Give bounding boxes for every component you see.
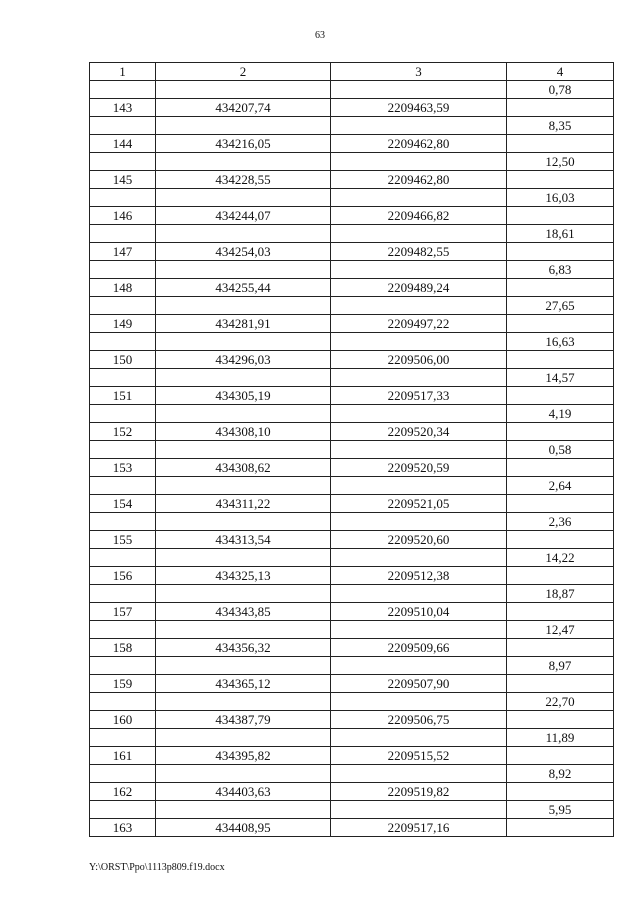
table-row-point xyxy=(90,459,614,477)
x-coordinate-cell: 434356,32 xyxy=(156,639,331,657)
table-row-point xyxy=(90,243,614,261)
y-coordinate-cell: 2209506,00 xyxy=(331,351,507,369)
point-number-cell xyxy=(90,441,156,459)
distance-cell: 14,22 xyxy=(507,549,614,567)
point-number-cell: 158 xyxy=(90,639,156,657)
y-coordinate-cell xyxy=(331,621,507,639)
distance-cell: 2,36 xyxy=(507,513,614,531)
x-coordinate-cell xyxy=(156,729,331,747)
point-number-cell: 144 xyxy=(90,135,156,153)
distance-cell xyxy=(507,315,614,333)
y-coordinate-cell: 2209520,34 xyxy=(331,423,507,441)
x-coordinate-cell: 434395,82 xyxy=(156,747,331,765)
distance-cell xyxy=(507,495,614,513)
y-coordinate-cell xyxy=(331,657,507,675)
y-coordinate-cell xyxy=(331,81,507,99)
point-number-cell: 155 xyxy=(90,531,156,549)
distance-cell: 16,03 xyxy=(507,189,614,207)
table-row-point xyxy=(90,675,614,693)
x-coordinate-cell xyxy=(156,225,331,243)
distance-cell xyxy=(507,99,614,117)
distance-cell: 18,87 xyxy=(507,585,614,603)
table-row-point xyxy=(90,819,614,837)
table-row-point xyxy=(90,711,614,729)
distance-cell xyxy=(507,819,614,837)
table-header-row xyxy=(90,63,614,81)
x-coordinate-cell xyxy=(156,297,331,315)
point-number-cell xyxy=(90,153,156,171)
x-coordinate-cell xyxy=(156,513,331,531)
y-coordinate-cell xyxy=(331,333,507,351)
point-number-cell: 143 xyxy=(90,99,156,117)
distance-cell xyxy=(507,531,614,549)
table-row-distance xyxy=(90,225,614,243)
x-coordinate-cell: 434308,62 xyxy=(156,459,331,477)
table-row-distance xyxy=(90,261,614,279)
table-body xyxy=(90,81,614,837)
x-coordinate-cell: 434228,55 xyxy=(156,171,331,189)
y-coordinate-cell: 2209510,04 xyxy=(331,603,507,621)
distance-cell: 22,70 xyxy=(507,693,614,711)
distance-cell: 8,92 xyxy=(507,765,614,783)
distance-cell: 2,64 xyxy=(507,477,614,495)
y-coordinate-cell: 2209462,80 xyxy=(331,135,507,153)
y-coordinate-cell xyxy=(331,261,507,279)
table-row-distance xyxy=(90,513,614,531)
point-number-cell: 162 xyxy=(90,783,156,801)
y-coordinate-cell: 2209507,90 xyxy=(331,675,507,693)
x-coordinate-cell xyxy=(156,153,331,171)
table-row-distance xyxy=(90,297,614,315)
table-row-point xyxy=(90,603,614,621)
point-number-cell xyxy=(90,405,156,423)
y-coordinate-cell: 2209466,82 xyxy=(331,207,507,225)
distance-cell xyxy=(507,567,614,585)
point-number-cell xyxy=(90,621,156,639)
table-row-distance xyxy=(90,477,614,495)
y-coordinate-cell xyxy=(331,585,507,603)
y-coordinate-cell xyxy=(331,513,507,531)
point-number-cell xyxy=(90,585,156,603)
point-number-cell: 145 xyxy=(90,171,156,189)
x-coordinate-cell: 434255,44 xyxy=(156,279,331,297)
y-coordinate-cell xyxy=(331,549,507,567)
table-row-point xyxy=(90,531,614,549)
x-coordinate-cell: 434387,79 xyxy=(156,711,331,729)
x-coordinate-cell: 434296,03 xyxy=(156,351,331,369)
point-number-cell xyxy=(90,477,156,495)
x-coordinate-cell xyxy=(156,621,331,639)
distance-cell xyxy=(507,459,614,477)
distance-cell: 18,61 xyxy=(507,225,614,243)
distance-cell: 27,65 xyxy=(507,297,614,315)
x-coordinate-cell xyxy=(156,765,331,783)
x-coordinate-cell: 434216,05 xyxy=(156,135,331,153)
y-coordinate-cell xyxy=(331,297,507,315)
distance-cell xyxy=(507,135,614,153)
y-coordinate-cell: 2209519,82 xyxy=(331,783,507,801)
x-coordinate-cell: 434313,54 xyxy=(156,531,331,549)
y-coordinate-cell: 2209512,38 xyxy=(331,567,507,585)
table-row-point xyxy=(90,351,614,369)
x-coordinate-cell xyxy=(156,333,331,351)
table-row-distance xyxy=(90,549,614,567)
x-coordinate-cell xyxy=(156,549,331,567)
x-coordinate-cell xyxy=(156,657,331,675)
y-coordinate-cell xyxy=(331,117,507,135)
distance-cell xyxy=(507,243,614,261)
point-number-cell: 152 xyxy=(90,423,156,441)
y-coordinate-cell xyxy=(331,441,507,459)
x-coordinate-cell xyxy=(156,801,331,819)
distance-cell: 5,95 xyxy=(507,801,614,819)
x-coordinate-cell xyxy=(156,369,331,387)
x-coordinate-cell: 434311,22 xyxy=(156,495,331,513)
point-number-cell: 146 xyxy=(90,207,156,225)
point-number-cell xyxy=(90,765,156,783)
table-row-point xyxy=(90,135,614,153)
x-coordinate-cell xyxy=(156,477,331,495)
table-row-point xyxy=(90,423,614,441)
y-coordinate-cell xyxy=(331,369,507,387)
x-coordinate-cell: 434365,12 xyxy=(156,675,331,693)
point-number-cell: 153 xyxy=(90,459,156,477)
point-number-cell: 163 xyxy=(90,819,156,837)
distance-cell: 16,63 xyxy=(507,333,614,351)
table-row-distance xyxy=(90,765,614,783)
x-coordinate-cell xyxy=(156,585,331,603)
table-row-distance xyxy=(90,369,614,387)
point-number-cell xyxy=(90,549,156,567)
y-coordinate-cell xyxy=(331,225,507,243)
x-coordinate-cell xyxy=(156,189,331,207)
point-number-cell: 151 xyxy=(90,387,156,405)
distance-cell xyxy=(507,747,614,765)
point-number-cell xyxy=(90,657,156,675)
y-coordinate-cell: 2209515,52 xyxy=(331,747,507,765)
y-coordinate-cell xyxy=(331,765,507,783)
table-row-distance xyxy=(90,693,614,711)
table-row-distance xyxy=(90,621,614,639)
y-coordinate-cell: 2209506,75 xyxy=(331,711,507,729)
point-number-cell: 157 xyxy=(90,603,156,621)
footer-file-path: Y:\ORST\Ppo\1113p809.f19.docx xyxy=(89,862,225,873)
y-coordinate-cell xyxy=(331,153,507,171)
distance-cell: 14,57 xyxy=(507,369,614,387)
table-row-distance xyxy=(90,333,614,351)
y-coordinate-cell xyxy=(331,405,507,423)
distance-cell: 8,97 xyxy=(507,657,614,675)
point-number-cell: 154 xyxy=(90,495,156,513)
x-coordinate-cell: 434308,10 xyxy=(156,423,331,441)
distance-cell xyxy=(507,351,614,369)
y-coordinate-cell: 2209520,60 xyxy=(331,531,507,549)
point-number-cell xyxy=(90,801,156,819)
table-row-distance xyxy=(90,117,614,135)
distance-cell xyxy=(507,675,614,693)
distance-cell: 12,47 xyxy=(507,621,614,639)
y-coordinate-cell: 2209520,59 xyxy=(331,459,507,477)
distance-cell: 0,78 xyxy=(507,81,614,99)
point-number-cell xyxy=(90,261,156,279)
column-header-2: 2 xyxy=(156,63,331,81)
table-row-point xyxy=(90,747,614,765)
y-coordinate-cell xyxy=(331,189,507,207)
x-coordinate-cell xyxy=(156,81,331,99)
y-coordinate-cell: 2209517,16 xyxy=(331,819,507,837)
y-coordinate-cell: 2209463,59 xyxy=(331,99,507,117)
x-coordinate-cell: 434281,91 xyxy=(156,315,331,333)
y-coordinate-cell: 2209482,55 xyxy=(331,243,507,261)
point-number-cell: 161 xyxy=(90,747,156,765)
point-number-cell xyxy=(90,333,156,351)
x-coordinate-cell: 434343,85 xyxy=(156,603,331,621)
point-number-cell xyxy=(90,117,156,135)
y-coordinate-cell xyxy=(331,729,507,747)
point-number-cell: 150 xyxy=(90,351,156,369)
x-coordinate-cell xyxy=(156,117,331,135)
x-coordinate-cell xyxy=(156,261,331,279)
column-header-1: 1 xyxy=(90,63,156,81)
distance-cell: 12,50 xyxy=(507,153,614,171)
table-row-point xyxy=(90,783,614,801)
table-row-point xyxy=(90,279,614,297)
x-coordinate-cell xyxy=(156,693,331,711)
x-coordinate-cell: 434325,13 xyxy=(156,567,331,585)
column-header-4: 4 xyxy=(507,63,614,81)
point-number-cell: 149 xyxy=(90,315,156,333)
y-coordinate-cell xyxy=(331,693,507,711)
table-row-distance xyxy=(90,153,614,171)
x-coordinate-cell: 434403,63 xyxy=(156,783,331,801)
y-coordinate-cell: 2209462,80 xyxy=(331,171,507,189)
distance-cell xyxy=(507,603,614,621)
y-coordinate-cell: 2209489,24 xyxy=(331,279,507,297)
table-row-distance xyxy=(90,189,614,207)
table-row-distance xyxy=(90,585,614,603)
distance-cell: 0,58 xyxy=(507,441,614,459)
distance-cell xyxy=(507,711,614,729)
table-row-point xyxy=(90,315,614,333)
table-row-distance xyxy=(90,657,614,675)
point-number-cell: 147 xyxy=(90,243,156,261)
x-coordinate-cell: 434408,95 xyxy=(156,819,331,837)
table-row-distance xyxy=(90,81,614,99)
point-number-cell: 156 xyxy=(90,567,156,585)
point-number-cell xyxy=(90,81,156,99)
table-row-point xyxy=(90,387,614,405)
x-coordinate-cell: 434254,03 xyxy=(156,243,331,261)
distance-cell xyxy=(507,423,614,441)
y-coordinate-cell xyxy=(331,477,507,495)
table-row-distance xyxy=(90,405,614,423)
point-number-cell xyxy=(90,513,156,531)
point-number-cell: 159 xyxy=(90,675,156,693)
table-row-distance xyxy=(90,801,614,819)
distance-cell xyxy=(507,207,614,225)
point-number-cell xyxy=(90,693,156,711)
y-coordinate-cell: 2209517,33 xyxy=(331,387,507,405)
x-coordinate-cell: 434207,74 xyxy=(156,99,331,117)
y-coordinate-cell: 2209521,05 xyxy=(331,495,507,513)
table-row-point xyxy=(90,207,614,225)
x-coordinate-cell: 434244,07 xyxy=(156,207,331,225)
distance-cell xyxy=(507,279,614,297)
page-number: 63 xyxy=(315,30,325,41)
distance-cell: 8,35 xyxy=(507,117,614,135)
point-number-cell: 160 xyxy=(90,711,156,729)
table-row-point xyxy=(90,99,614,117)
column-header-3: 3 xyxy=(331,63,507,81)
table-row-point xyxy=(90,495,614,513)
distance-cell: 6,83 xyxy=(507,261,614,279)
distance-cell xyxy=(507,171,614,189)
point-number-cell xyxy=(90,729,156,747)
distance-cell xyxy=(507,387,614,405)
x-coordinate-cell xyxy=(156,441,331,459)
y-coordinate-cell xyxy=(331,801,507,819)
point-number-cell xyxy=(90,297,156,315)
y-coordinate-cell: 2209509,66 xyxy=(331,639,507,657)
point-number-cell xyxy=(90,225,156,243)
x-coordinate-cell xyxy=(156,405,331,423)
point-number-cell: 148 xyxy=(90,279,156,297)
distance-cell: 11,89 xyxy=(507,729,614,747)
table-row-distance xyxy=(90,729,614,747)
y-coordinate-cell: 2209497,22 xyxy=(331,315,507,333)
point-number-cell xyxy=(90,369,156,387)
x-coordinate-cell: 434305,19 xyxy=(156,387,331,405)
coordinates-table xyxy=(89,62,614,837)
table-row-distance xyxy=(90,441,614,459)
distance-cell xyxy=(507,783,614,801)
distance-cell: 4,19 xyxy=(507,405,614,423)
distance-cell xyxy=(507,639,614,657)
table-row-point xyxy=(90,171,614,189)
table-row-point xyxy=(90,639,614,657)
table-row-point xyxy=(90,567,614,585)
point-number-cell xyxy=(90,189,156,207)
